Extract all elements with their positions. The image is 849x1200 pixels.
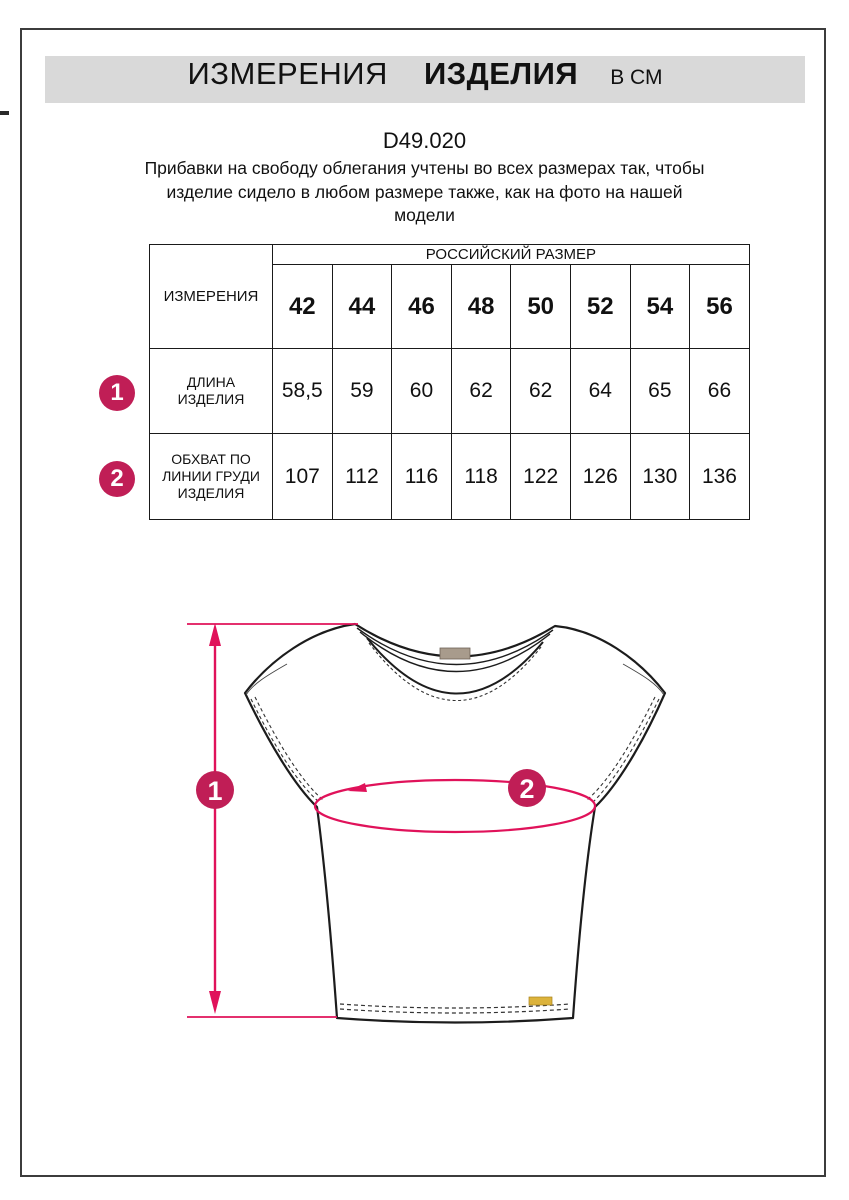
diagram-marker-1-number: 1: [207, 776, 223, 806]
title-product: ИЗДЕЛИЯ: [423, 56, 579, 91]
length-arrow-up: [209, 623, 221, 646]
chest-value: 118: [451, 434, 511, 520]
size-header: 52: [570, 265, 630, 349]
length-value: 62: [511, 349, 571, 434]
length-value: 66: [690, 349, 750, 434]
size-header: 42: [273, 265, 333, 349]
hem-brand-label: [529, 997, 552, 1005]
chest-value: 136: [690, 434, 750, 520]
size-header: 44: [332, 265, 392, 349]
length-value: 64: [570, 349, 630, 434]
table-marker-2-number: 2: [110, 465, 124, 492]
title-bar: [45, 56, 805, 103]
garment-technical-drawing: [150, 600, 710, 1060]
size-table: [149, 244, 750, 520]
chest-value: 112: [332, 434, 392, 520]
size-header: 48: [451, 265, 511, 349]
table-row-chest: [150, 434, 750, 520]
chest-value: 116: [392, 434, 452, 520]
title-unit: В СМ: [610, 66, 663, 89]
length-value: 60: [392, 349, 452, 434]
length-value: 58,5: [273, 349, 333, 434]
table-marker-2-badge: [99, 461, 135, 497]
row-label-length: ДЛИНА ИЗДЕЛИЯ: [150, 349, 273, 434]
fit-description: [0, 157, 849, 228]
diagram-marker-2-number: 2: [519, 774, 535, 804]
length-value: 62: [451, 349, 511, 434]
crop-mark: [0, 111, 9, 115]
chest-value: 130: [630, 434, 690, 520]
column-header-russian-size: РОССИЙСКИЙ РАЗМЕР: [273, 245, 750, 265]
tshirt-outline: [245, 624, 665, 1023]
table-marker-1-badge: [99, 375, 135, 411]
column-header-measurements: ИЗМЕРЕНИЯ: [150, 245, 273, 349]
length-value: 59: [332, 349, 392, 434]
chest-value: 107: [273, 434, 333, 520]
length-arrow-down: [209, 991, 221, 1014]
fit-description-line: изделие сидело в любом размере также, как на фото на нашей: [166, 181, 683, 202]
size-header: 50: [511, 265, 571, 349]
size-header: 46: [392, 265, 452, 349]
size-header: 54: [630, 265, 690, 349]
title-measurements: ИЗМЕРЕНИЯ: [187, 56, 388, 91]
table-marker-1-number: 1: [110, 379, 124, 406]
product-code: D49.020: [382, 128, 467, 153]
chest-value: 122: [511, 434, 571, 520]
fit-description-line: модели: [394, 205, 455, 225]
neck-size-label: [440, 648, 470, 659]
length-value: 65: [630, 349, 690, 434]
table-row-length: [150, 349, 750, 434]
chest-value: 126: [570, 434, 630, 520]
fit-description-line: Прибавки на свободу облегания учтены во всех размерах так, чтобы: [144, 158, 705, 178]
row-label-chest: ОБХВАТ ПО ЛИНИИ ГРУДИ ИЗДЕЛИЯ: [150, 434, 273, 520]
size-header: 56: [690, 265, 750, 349]
